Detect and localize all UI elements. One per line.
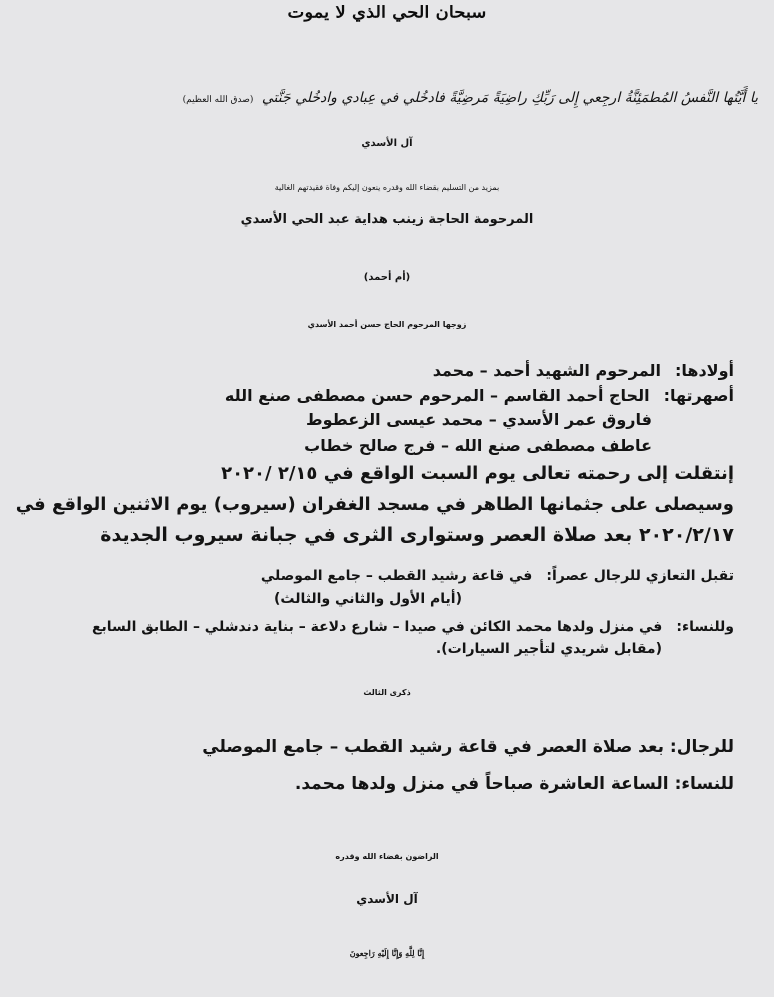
condolences-men	[261, 568, 734, 584]
third-day-men-label: للرجال:	[669, 737, 734, 757]
condolences-women	[92, 619, 734, 635]
condolences-men-days: (أيام الأول والثاني والثالث)	[273, 591, 462, 607]
third-day-women-label: للنساء:	[674, 774, 734, 794]
condolences-men-label: تقبل التعازي للرجال عصراً:	[546, 568, 734, 584]
inlaws-names-1: الحاج أحمد القاسم – المرحوم حسن مصطفى صنع الله	[224, 386, 650, 405]
inlaws-names-3: عاطف مصطفى صنع الله – فرج صالح خطاب	[304, 436, 652, 455]
verse-reference: (صدق الله العظيم)	[182, 95, 254, 105]
husband-line: زوجها المرحوم الحاج حسن أحمد الأسدي	[307, 320, 467, 329]
condolences-women-label: وللنساء:	[676, 619, 734, 635]
funeral-line-2: ٢٠٢٠/٢/١٧ بعد صلاة العصر وستوارى الثرى في جبانة سيروب الجديدة	[100, 524, 734, 546]
third-day-women	[295, 774, 734, 794]
third-day-men	[202, 737, 734, 757]
sons-names: المرحوم الشهيد أحمد – محمد	[432, 361, 661, 380]
footer-content-line: الراضون بقضاء الله وقدره	[335, 852, 439, 861]
sons-row	[433, 361, 734, 380]
verse-text: يا أَيَّتُها النَّفسُ المُطمَئِنَّةُ ارجِعي إِلى رَبِّكِ راضِيَةً مَرضِيَّةً فادخُلي في عِبادي وادخُلي جَنَّتي	[261, 90, 758, 106]
inlaws-names-2: فاروق عمر الأسدي – محمد عيسى الزعطوط	[306, 410, 652, 429]
condolences-women-place: في منزل ولدها محمد الكائن في صيدا – شارع دلاعة – بناية دندشلي – الطابق السابع	[91, 619, 663, 635]
funeral-line-1: وسيصلى على جثمانها الطاهر في مسجد الغفران (سيروب) يوم الاثنين الواقع في	[15, 494, 734, 515]
sons-label: أولادها:	[674, 361, 734, 380]
third-day-women-text: الساعة العاشرة صباحاً في منزل ولدها محمد.	[294, 774, 669, 794]
footer-family-name: آل الأسدي	[356, 892, 418, 906]
quran-verse	[183, 90, 758, 106]
passing-date: إنتقلت إلى رحمته تعالى يوم السبت الواقع في ٢/١٥ /٢٠٢٠	[221, 463, 734, 484]
closing-verse: إِنَّا لِلَّهِ وَإِنَّا إِلَيْهِ رَاجِعونَ	[349, 948, 425, 958]
calligraphy-header: سبحان الحي الذي لا يموت	[287, 3, 487, 22]
family-name-title: آل الأسدي	[361, 138, 413, 149]
deceased-kunya: (أم أحمد)	[363, 272, 411, 283]
inlaws-label: أصهرتها:	[663, 386, 734, 405]
third-day-men-text: بعد صلاة العصر في قاعة رشيد القطب – جامع الموصلي	[202, 737, 664, 757]
condolences-men-place: في قاعة رشيد القطب – جامع الموصلي	[260, 568, 533, 584]
third-day-title: ذكرى الثالث	[363, 688, 411, 697]
announcement-intro: بمزيد من التسليم بقضاء الله وقدره ينعون إليكم وفاة فقيدتهم الغالية	[274, 183, 500, 192]
inlaws-row	[225, 386, 734, 405]
deceased-name: المرحومة الحاجة زينب هداية عبد الحي الأسدي	[240, 212, 534, 227]
condolences-women-landmark: (مقابل شريدي لتأجير السيارات).	[435, 641, 662, 657]
